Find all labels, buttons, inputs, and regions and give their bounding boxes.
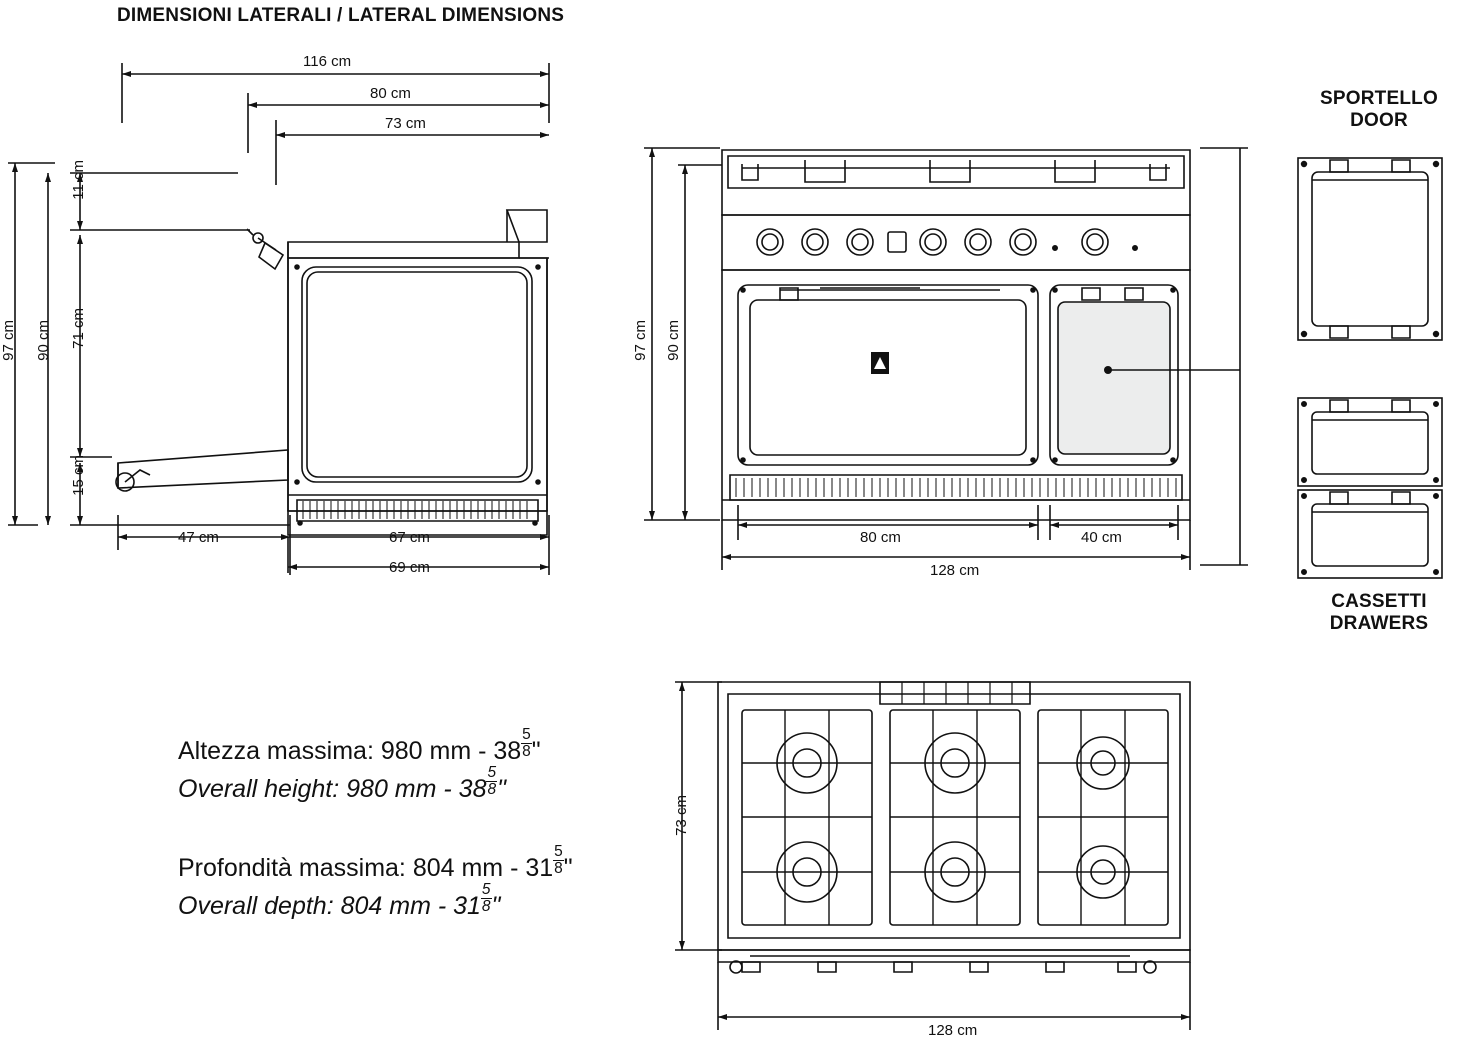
page-title: DIMENSIONI LATERALI / LATERAL DIMENSIONS [117,5,565,26]
fraction-5-8: $\frac{5}{8}$ [522,726,531,760]
inch-mark: " [531,736,541,765]
drawers-label-line2: DRAWERS [1329,613,1429,634]
front-view [630,120,1260,600]
door-label [1294,88,1464,132]
dim-47cm: 47 cm [178,529,219,546]
dim-80cm-top: 80 cm [370,85,411,102]
note-height-it-text: Altezza massima: 980 mm - 38 [178,736,522,765]
door-label-line2: DOOR [1350,110,1408,131]
dim-71cm: 71 cm [70,308,87,349]
fraction-5-8: $\frac{5}{8}$ [481,881,491,915]
dim-90cm-side: 90 cm [35,320,52,361]
note-height-en-text: Overall height: 980 mm - 38 [178,774,487,803]
drawers-label-line1: CASSETTI [1331,591,1427,612]
dim-97cm-front: 97 cm [632,320,649,361]
door-label-line1: SPORTELLO [1320,88,1438,109]
dim-67cm: 67 cm [389,529,430,546]
drawers-label [1294,591,1464,635]
dim-15cm: 15 cm [70,455,87,496]
dim-11cm: 11 cm [70,160,87,200]
lateral-view [0,45,600,605]
dim-73cm-depth: 73 cm [673,795,690,836]
note-height-en [178,766,506,804]
drawers-drawing [1290,392,1450,584]
dim-40cm-oven: 40 cm [1081,529,1122,546]
dim-116cm: 116 cm [303,53,352,70]
note-height-it [178,728,541,766]
inch-mark: " [497,774,506,803]
dim-73cm: 73 cm [385,115,426,132]
front-view-drawing [630,120,1260,600]
inch-mark: " [563,853,573,882]
dim-69cm: 69 cm [389,559,430,576]
fraction-5-8: $\frac{5}{8}$ [554,843,563,877]
inch-mark: " [491,891,501,920]
dim-97cm-side: 97 cm [0,320,17,361]
note-depth-it-text: Profondità massima: 804 mm - 31 [178,853,554,882]
note-depth-it [178,845,573,883]
note-depth-en [178,883,500,921]
dim-128cm-top: 128 cm [928,1022,978,1039]
dim-128cm-front: 128 cm [930,562,980,579]
dim-80cm-oven: 80 cm [860,529,901,546]
lateral-view-drawing [0,45,600,605]
dim-90cm-front: 90 cm [665,320,682,361]
fraction-5-8: $\frac{5}{8}$ [487,764,497,798]
note-depth-en-text: Overall depth: 804 mm - 31 [178,891,481,920]
door-drawing [1290,150,1450,350]
top-view [650,660,1250,1055]
top-view-drawing [650,660,1250,1055]
